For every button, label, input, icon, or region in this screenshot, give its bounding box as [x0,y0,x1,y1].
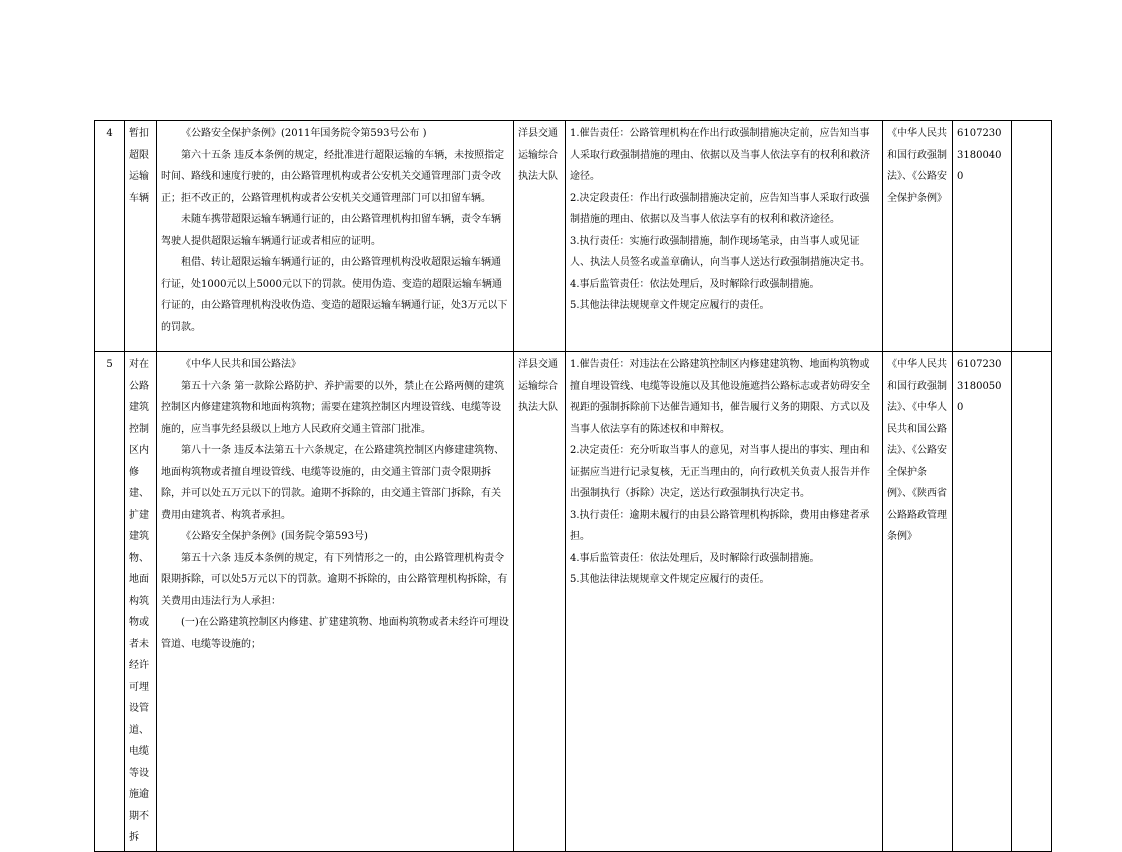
responsibility-item: 4.事后监管责任：依法处理后，及时解除行政强制措施。 [570,278,820,290]
responsibility-item: 4.事后监管责任：依法处理后，及时解除行政强制措施。 [570,552,820,564]
responsibility-item: 1.催告责任：公路管理机构在作出行政强制措施决定前，应告知当事人采取行政强制措施的理由、依据以及当事人依法享有的权利和救济途径。 [570,128,870,182]
item-code: 610723031800500 [957,359,1002,413]
responsibility-item: 3.执行责任：逾期未履行的由县公路管理机构拆除，费用由修建者承担。 [570,509,870,542]
table-row [95,352,1052,852]
table-row [95,121,1052,352]
item-code: 610723031800400 [957,128,1002,182]
responsibility-cell [566,352,883,852]
responsibility-item: 1.催告责任：对违法在公路建筑控制区内修建建筑物、地面构筑物或擅自埋设管线、电缆等设施以及其他设施遮挡公路标志或者妨碍安全视距的强制拆除前下达催告通知书，催告履行义务的期限、方式以及当事人依法享有的陈述权和申辩权。 [570,359,870,435]
item-name: 对在公路建筑控制区内修建、扩建建筑物、地面构筑物或者未经许可埋设管道、电缆等设施逾期不拆 [129,359,149,843]
item-name-cell [125,121,157,352]
basis-paragraph: 第五十六条 违反本条例的规定，有下列情形之一的，由公路管理机构责令限期拆除，可以处5万元以下的罚款。逾期不拆除的，由公路管理机构拆除，有关费用由违法行为人承担： [161,552,508,607]
basis-paragraph: 第八十一条 违反本法第五十六条规定，在公路建筑控制区内修建建筑物、地面构筑物或者擅自埋设管线、电缆等设施的，由交通主管部门责令限期拆除，并可以处五万元以下的罚款。逾期不拆除的，由交通主管部门拆除，有关费用由建筑者、构筑者承担。 [161,445,505,521]
basis-paragraph: 《公路安全保护条例》(2011年国务院令第593号公布 ) [181,128,427,139]
department-cell [514,352,566,852]
basis-paragraph: 第五十六条 第一款除公路防护、养护需要的以外，禁止在公路两侧的建筑控制区内修建建筑物和地面构筑物；需要在建筑控制区内埋设管线、电缆等设施的，应当事先经县级以上地方人民政府交通主管部门批准。 [161,380,505,435]
responsibility-item: 2.决定责任：充分听取当事人的意见，对当事人提出的事实、理由和证据应当进行记录复核，无正当理由的，向行政机关负责人报告并作出强制执行（拆除）决定，送达行政强制执行决定书。 [570,445,870,499]
law-cell [883,352,953,852]
department: 洋县交通运输综合执法大队 [518,128,558,182]
item-name: 暂扣超限运输车辆 [129,128,149,204]
basis-paragraph: 《中华人民共和国公路法》 [181,359,301,370]
code-cell [953,121,1012,352]
responsibility-item: 5.其他法律法规规章文件规定应履行的责任。 [570,300,770,311]
code-cell [953,352,1012,852]
powers-table [94,120,1052,852]
law-reference: 《中华人民共和国行政强制法》、《中华人民共和国公路法》、《公路安全保护条例》、《陕西省公路路政管理条例》 [887,359,947,542]
basis-paragraph: (一)在公路建筑控制区内修建、扩建建筑物、地面构筑物或者未经许可埋设管道、电缆等设施的； [161,617,509,650]
department-cell [514,121,566,352]
department: 洋县交通运输综合执法大队 [518,359,558,413]
law-cell [883,121,953,352]
row-number: 5 [95,352,125,852]
basis-paragraph: 租借、转让超限运输车辆通行证的，由公路管理机构没收超限运输车辆通行证，处1000元以上5000元以下的罚款。使用伪造、变造的超限运输车辆通行证的，由公路管理机构没收伪造、变造的超限运输车辆通行证，处3万元以下的罚款。 [161,257,508,333]
law-reference: 《中华人民共和国行政强制法》、《公路安全保护条例》 [887,128,947,204]
row-number: 4 [95,121,125,352]
item-name-cell [125,352,157,852]
legal-basis-cell [157,352,514,852]
remarks-cell [1012,121,1052,352]
legal-basis-cell [157,121,514,352]
responsibility-cell [566,121,883,352]
responsibility-item: 3.执行责任：实施行政强制措施，制作现场笔录，由当事人或见证人、执法人员签名或盖章确认，向当事人送达行政强制措施决定书。 [570,235,870,268]
responsibility-item: 5.其他法律法规规章文件规定应履行的责任。 [570,574,770,585]
basis-paragraph: 未随车携带超限运输车辆通行证的，由公路管理机构扣留车辆，责令车辆驾驶人提供超限运输车辆通行证或者相应的证明。 [161,214,501,247]
responsibility-item: 2.决定段责任：作出行政强制措施决定前，应告知当事人采取行政强制措施的理由、依据以及当事人依法享有的权利和救济途径。 [570,192,870,225]
basis-paragraph: 第六十五条 违反本条例的规定，经批准进行超限运输的车辆，未按照指定时间、路线和速度行驶的，由公路管理机构或者公安机关交通管理部门责令改正；拒不改正的，公路管理机构或者公安机关交通管理部门可以扣留车辆。 [161,149,505,204]
remarks-cell [1012,352,1052,852]
basis-paragraph: 《公路安全保护条例》(国务院令第593号) [181,531,368,542]
